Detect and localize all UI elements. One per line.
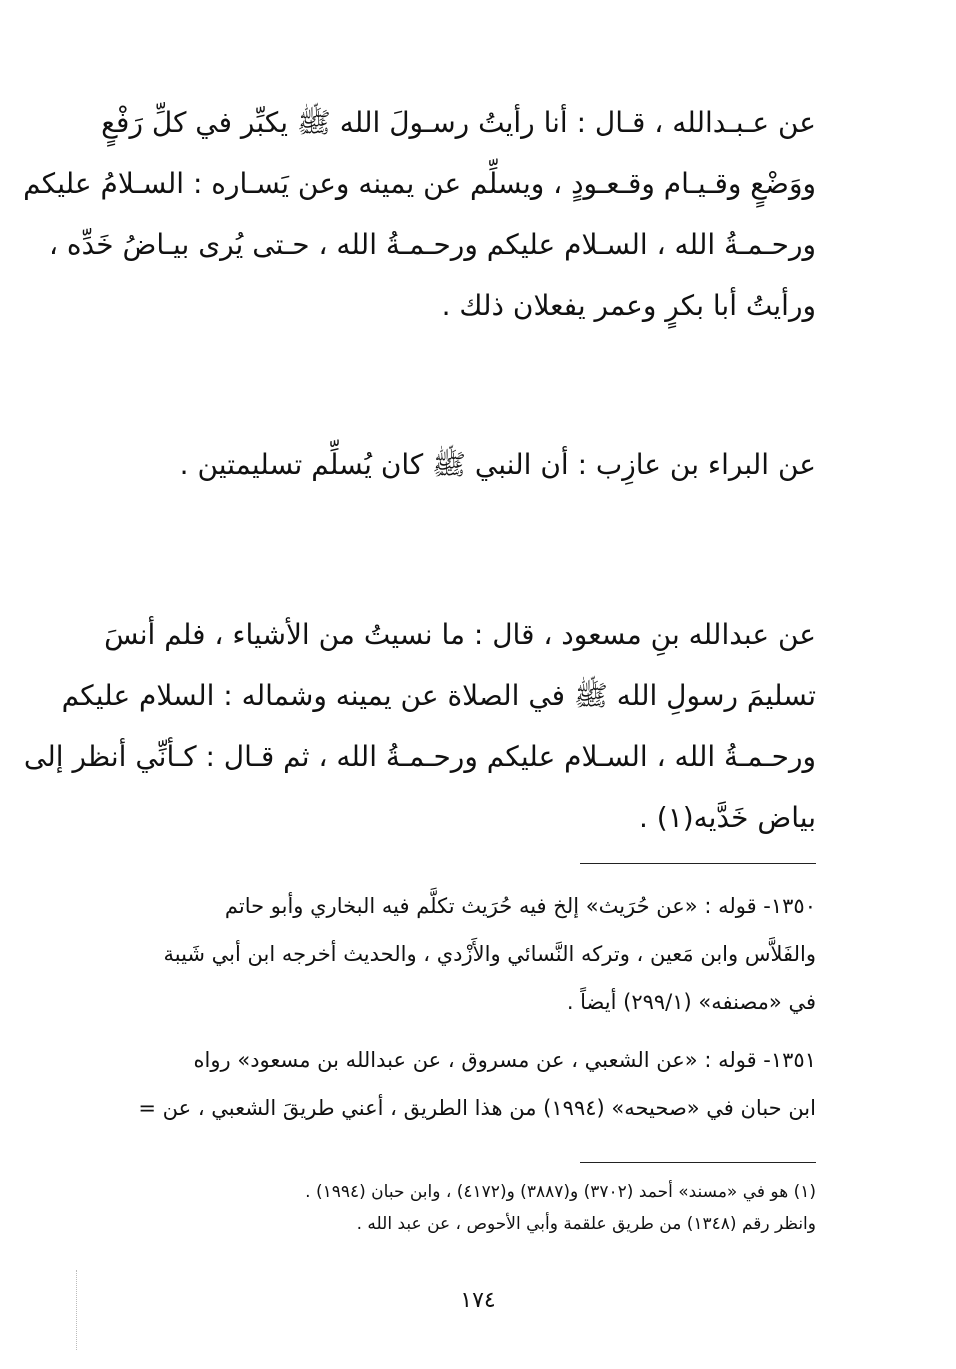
text-line: ورحـمـةُ الله ، السـلام عليكم ورحـمـةُ الله ، ثم قـال : كـأنِّي أنظر إلى bbox=[23, 740, 816, 773]
footnote-line: وانظر رقم (١٣٤٨) من طريق علقمة وأبي الأحوص ، عن عبد الله . bbox=[356, 1214, 816, 1234]
footnote-line: (١) هو في «مسند» أحمد (٣٧٠٢) و(٣٨٨٧) و(٤١٧٢) ، وابن حبان (١٩٩٤) . bbox=[305, 1182, 816, 1202]
commentary-1350 bbox=[136, 882, 816, 1026]
text-line: تسليمَ رسولِ الله ﷺ في الصلاة عن يمينه وشماله : السلام عليكم bbox=[61, 679, 816, 712]
footnote bbox=[136, 1176, 816, 1240]
text-line: ابن حبان في «صحيحه» (١٩٩٤) من هذا الطريق ، أعني طريقَ الشعبي ، عن = bbox=[138, 1096, 816, 1120]
commentary-separator bbox=[580, 863, 816, 864]
commentary-1351 bbox=[136, 1036, 816, 1132]
text-line: ورأيتُ أبا بكرٍ وعمر يفعلان ذلك . bbox=[441, 289, 816, 322]
page-number: ١٧٤ bbox=[460, 1288, 496, 1313]
text-line: ووَضْعٍ وقـيـام وقـعـودٍ ، ويسلِّم عن يمينه وعن يَسـاره : السـلامُ عليكم bbox=[23, 167, 816, 200]
text-line: والفَلاَّس وابن مَعين ، وتركه النَّسائي والأَزْدي ، والحديث أخرجه ابن أبي شَيبة bbox=[163, 942, 816, 966]
hadith-text-2 bbox=[136, 434, 816, 495]
scan-edge-mark bbox=[76, 1270, 79, 1350]
text-line: ١٣٥٠- قوله : «عن حُرَيث» إلخ فيه حُرَيث تكلَّم فيه البخاري وأبو حاتم bbox=[224, 894, 816, 918]
text-line: ورحـمـةُ الله ، السـلام عليكم ورحـمـةُ الله ، حـتى يُرى بيـاضُ خَدِّه ، bbox=[48, 228, 816, 261]
footnote-separator bbox=[580, 1162, 816, 1163]
text-line: عن عبدالله بنِ مسعود ، قال : ما نسيتُ من الأشياء ، فلم أنسَ bbox=[104, 618, 816, 651]
text-line: عن البراء بن عازِب : أن النبي ﷺ كان يُسلِّم تسليمتين . bbox=[179, 448, 816, 481]
text-line: بياض خَدَّيه(١) . bbox=[638, 801, 816, 834]
text-line: عن عـبـدالله ، قـال : أنا رأيتُ رسـولَ الله ﷺ يكبِّر في كلِّ رَفْعٍ bbox=[101, 106, 816, 139]
hadith-text-3 bbox=[23, 604, 816, 848]
text-line: ١٣٥١- قوله : «عن الشعبي ، عن مسروق ، عن عبدالله بن مسعود» رواه bbox=[193, 1048, 816, 1072]
hadith-text-1 bbox=[23, 92, 816, 336]
text-line: في «مصنفه» (٢٩٩/١) أيضاً . bbox=[566, 990, 816, 1014]
